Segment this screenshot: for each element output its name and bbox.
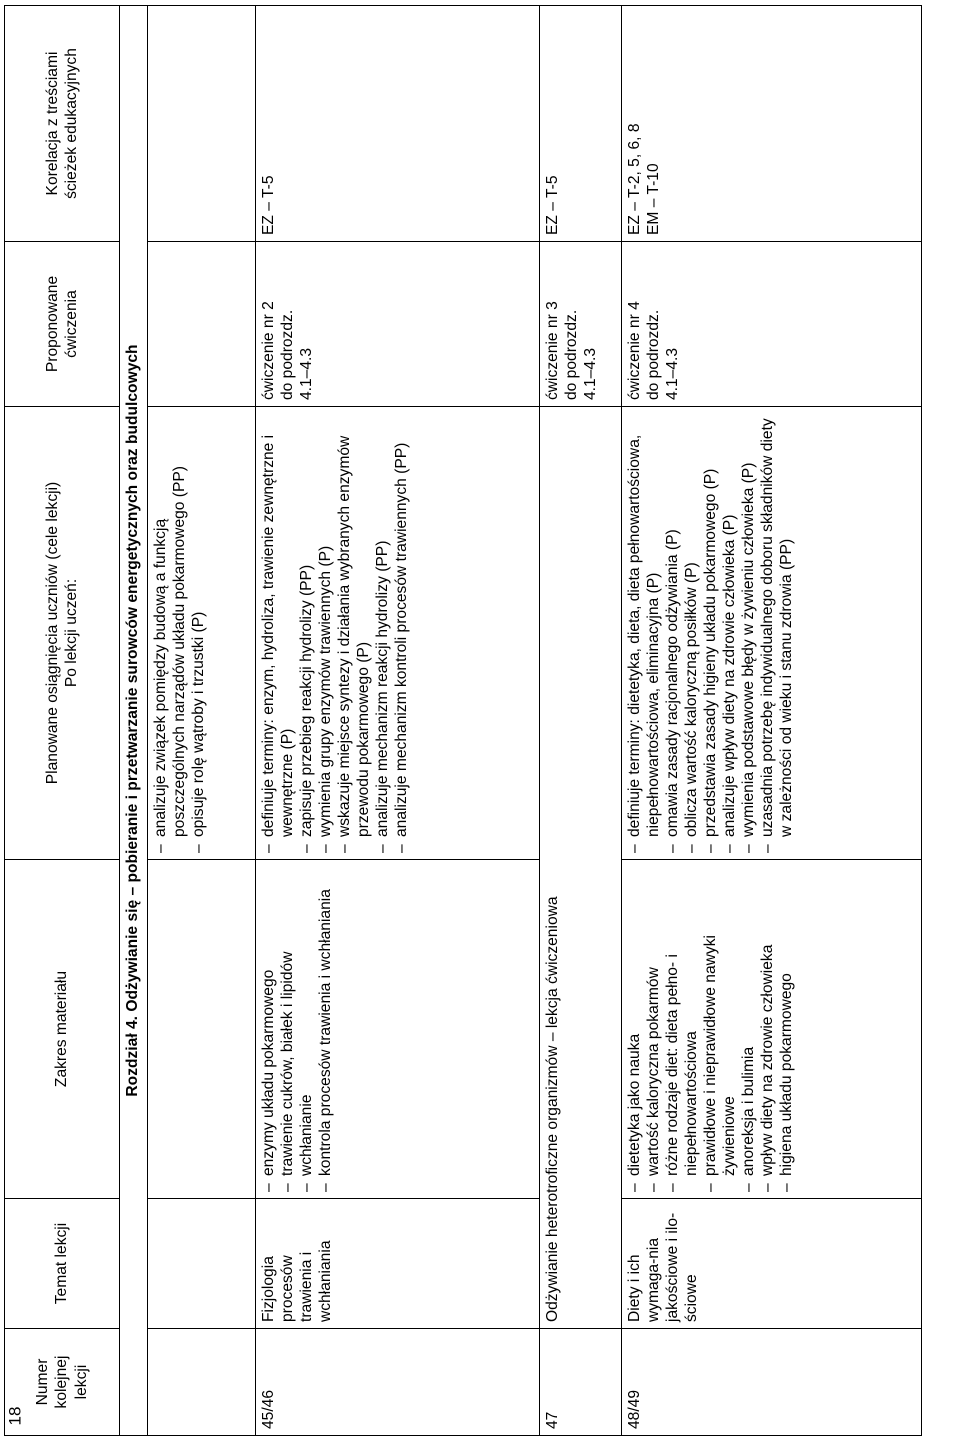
scope-item: – enzymy układu pokarmowego <box>259 866 278 1192</box>
lesson-scope <box>256 860 540 1199</box>
lesson-exercises: ćwiczenie nr 3 do podrozdz. 4.1–4.3 <box>540 242 622 407</box>
section-row <box>120 6 148 1436</box>
intro-scope-cell <box>148 860 256 1199</box>
scope-item: – anoreksja i bulimia <box>739 866 758 1192</box>
scope-item: – wpływ diety na zdrowie człowieka <box>758 866 777 1192</box>
outcome-item: – definiuje terminy: enzym, hydroliza, trawienie zewnętrzne i wewnętrzne (P) <box>259 413 297 853</box>
lesson-row-45 <box>256 6 540 1436</box>
intro-topic-cell <box>148 1199 256 1329</box>
scope-item: – higiena układu pokarmowego <box>777 866 796 1192</box>
scope-item: – wchłanianie <box>297 866 316 1192</box>
outcome-item: – oblicza wartość kaloryczną posiłków (P) <box>682 413 701 853</box>
outcome-item: – wymienia podstawowe błędy w żywieniu człowieka (P) <box>739 413 758 853</box>
scope-item: – różne rodzaje diet: dieta pełno- i niepełnowartościowa <box>663 866 701 1192</box>
header-exercises: Proponowane ćwiczenia <box>5 242 120 407</box>
lesson-topic: Diety i ich wymaga-nia jakościowe i ilo-ściowe <box>622 1199 922 1329</box>
scope-item: – dietetyka jako nauka <box>625 866 644 1192</box>
page-number: 18 <box>5 1406 25 1426</box>
outcome-item: – analizuje związek pomiędzy budową a funkcją poszczególnych narządów układu pokarmowego (PP) <box>151 413 189 853</box>
intro-row <box>148 6 256 1436</box>
intro-number-cell <box>148 1329 256 1436</box>
header-row <box>5 6 120 1436</box>
outcome-item: – opisuje rolę wątroby i trzustki (P) <box>189 413 208 853</box>
lesson-exercises: ćwiczenie nr 4 do podrozdz. 4.1–4.3 <box>622 242 922 407</box>
intro-correlation-cell <box>148 6 256 242</box>
scope-item: – wartość kaloryczna pokarmów <box>644 866 663 1192</box>
outcome-item: – definiuje terminy: dietetyka, dieta, dieta pełnowartościowa, niepełnowartościowa, eliminacyjna (P) <box>625 413 663 853</box>
header-topic: Temat lekcji <box>5 1199 120 1329</box>
outcome-item: – analizuje mechanizm reakcji hydrolizy (PP) <box>373 413 392 853</box>
outcome-item: – analizuje mechanizm kontroli procesów trawiennych (PP) <box>392 413 411 853</box>
outcome-item: – wskazuje miejsce syntezy i działania wybranych enzymów przewodu pokarmowego (P) <box>335 413 373 853</box>
lesson-correlation: EZ – T-2, 5, 6, 8 EM – T-10 <box>622 6 922 242</box>
lesson-number: 47 <box>540 1329 622 1436</box>
lesson-row-48 <box>622 6 922 1436</box>
lesson-correlation: EZ – T-5 <box>256 6 540 242</box>
outcome-item: – analizuje wpływ diety na zdrowie człowieka (P) <box>720 413 739 853</box>
lesson-row-47 <box>540 6 622 1436</box>
scope-item: – prawidłowe i nieprawidłowe nawyki żywieniowe <box>701 866 739 1192</box>
outcome-item: – omawia zasady racjonalnego odżywiania (P) <box>663 413 682 853</box>
lesson-correlation: EZ – T-5 <box>540 6 622 242</box>
intro-outcomes-cell <box>148 407 256 860</box>
lesson-topic: Fizjologia procesów trawienia i wchłaniania <box>256 1199 540 1329</box>
outcome-item: – wymienia grupy enzymów trawiennych (P) <box>316 413 335 853</box>
lesson-outcomes <box>622 407 922 860</box>
header-scope: Zakres materiału <box>5 860 120 1199</box>
header-outcomes: Planowane osiągnięcia uczniów (cele lekcji) Po lekcji uczeń: <box>5 407 120 860</box>
lesson-scope <box>622 860 922 1199</box>
outcome-item: – przedstawia zasady higieny układu pokarmowego (P) <box>701 413 720 853</box>
lesson-outcomes <box>256 407 540 860</box>
header-lesson-number: Numer kolejnej lekcji <box>5 1329 120 1436</box>
lesson-exercises: ćwiczenie nr 2 do podrozdz. 4.1–4.3 <box>256 242 540 407</box>
lesson-plan-table <box>4 5 922 1436</box>
lesson-number: 45/46 <box>256 1329 540 1436</box>
scope-item: – kontrola procesów trawienia i wchłaniania <box>316 866 335 1192</box>
section-title: Rozdział 4. Odżywianie się – pobieranie i przetwarzanie surowców energetycznych oraz budulcowych <box>120 6 148 1436</box>
lesson-topic: Odżywianie heterotroficzne organizmów – lekcja ćwiczeniowa <box>540 407 622 1329</box>
outcome-item: – zapisuje przebieg reakcji hydrolizy (PP) <box>297 413 316 853</box>
scope-item: – trawienie cukrów, białek i lipidów <box>278 866 297 1192</box>
intro-exercises-cell <box>148 242 256 407</box>
lesson-number: 48/49 <box>622 1329 922 1436</box>
outcome-item: – uzasadnia potrzebę indywidualnego doboru składników diety w zależności od wieku i stanu zdrowia (PP) <box>758 413 796 853</box>
header-correlation: Korelacja z treściami ścieżek edukacyjnych <box>5 6 120 242</box>
